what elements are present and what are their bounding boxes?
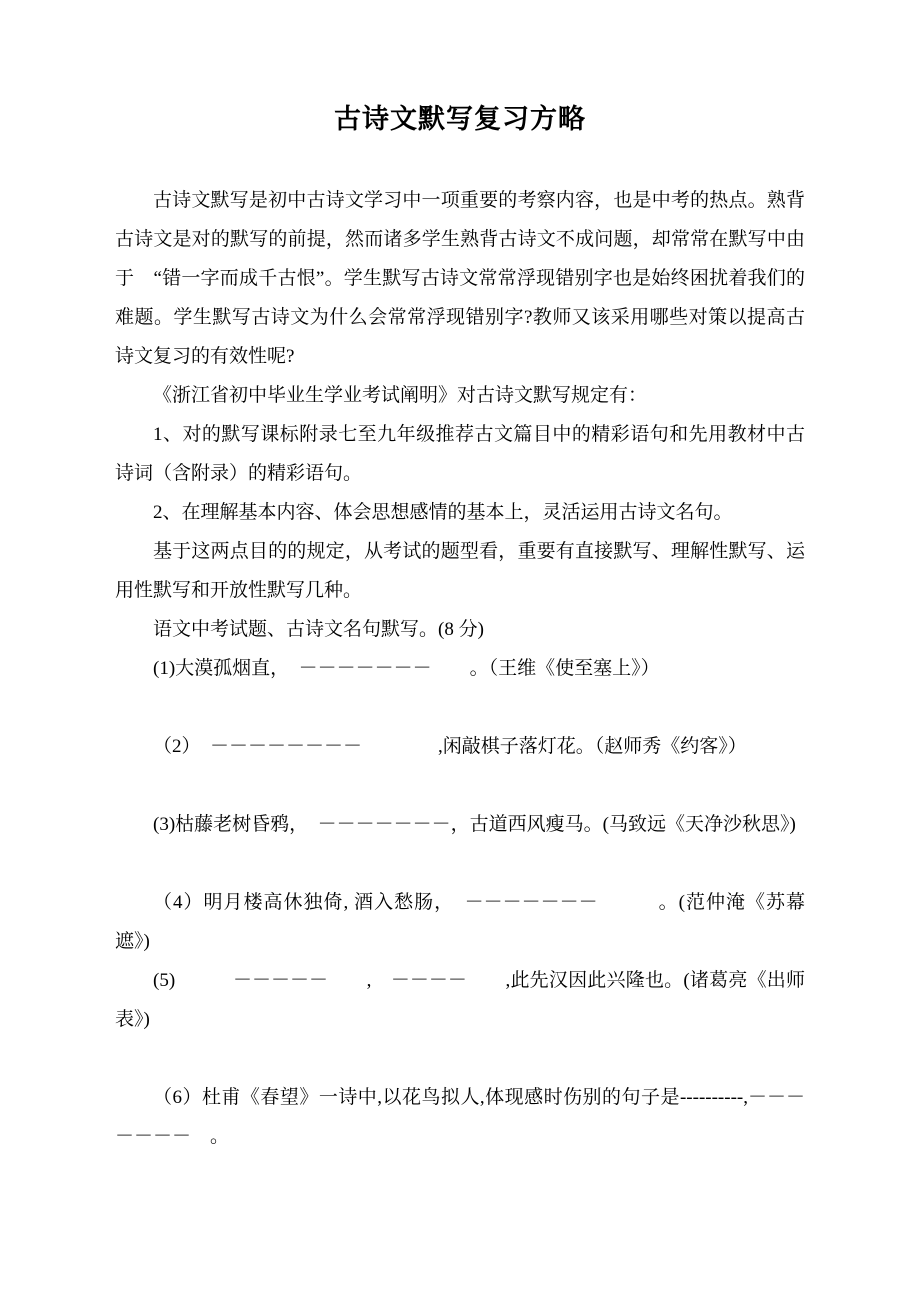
question-3: (3)枯藤老树昏鸦， －－－－－－－，古道西风瘦马。(马致远《天净沙秋思》) [153, 814, 796, 835]
exam-standard-paragraph: 《浙江省初中毕业生学业考试阐明》对古诗文默写规定有： [153, 385, 648, 406]
question-4: （4）明月楼高休独倚, 酒入愁肠， －－－－－－－ 。(范仲淹《苏幕遮》) [115, 892, 805, 952]
intro-paragraph: 古诗文默写是初中古诗文学习中一项重要的考察内容，也是中考的热点。熟背古诗文是对的默写的前提，然而诸多学生熟背古诗文不成问题，却常常在默写中由于 “错一字而成千古恨”。学生默写古诗文常常浮现错别字也是始终困扰着我们的难题。学生默写古诗文为什么会常常浮现错别字?教师又该采用哪些对策以提高古诗文复习的有效性呢? [115, 190, 805, 367]
blank-line [115, 688, 805, 727]
exam-section-heading: 语文中考试题、古诗文名句默写。(8 分) [153, 619, 484, 640]
question-types-paragraph: 基于这两点目的的规定，从考试的题型看，重要有直接默写、理解性默写、运用性默写和开放性默写几种。 [115, 541, 805, 601]
requirement-2-paragraph: 2、在理解基本内容、体会思想感情的基本上，灵活运用古诗文名句。 [153, 502, 733, 523]
question-6: （6）杜甫《春望》一诗中,以花鸟拟人,体现感时伤别的句子是----------,－－－－－－－ 。 [115, 1087, 805, 1147]
blank-line [115, 844, 805, 883]
blank-line [115, 1039, 805, 1078]
question-5: (5) －－－－－ , －－－－ ,此先汉因此兴隆也。(诸葛亮《出师表》) [115, 970, 805, 1030]
question-1: (1)大漠孤烟直， －－－－－－－ 。（王维《使至塞上》） [153, 658, 660, 679]
requirement-1-paragraph: 1、对的默写课标附录七至九年级推荐古文篇目中的精彩语句和先用教材中古诗词（含附录）的精彩语句。 [115, 424, 805, 484]
blank-line [115, 766, 805, 805]
question-2: （2） －－－－－－－－ ,闲敲棋子落灯花。（赵师秀《约客》） [153, 736, 747, 757]
document-title: 古诗文默写复习方略 [334, 104, 586, 134]
